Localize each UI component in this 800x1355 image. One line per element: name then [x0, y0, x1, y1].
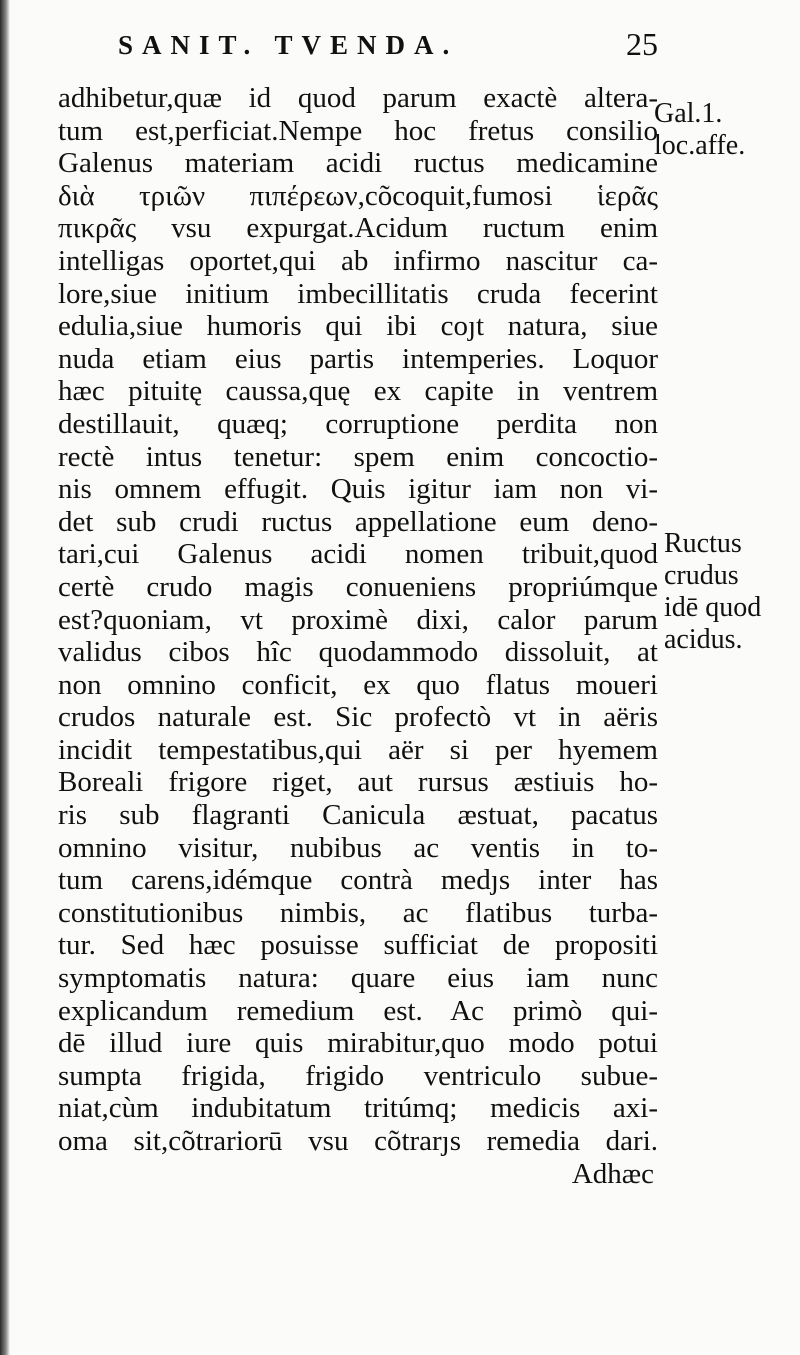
text-line: explicandum remedium est. Ac primò qui-	[58, 994, 658, 1027]
text-line: lore,siue initium imbecillitatis cruda fecerint	[58, 277, 658, 310]
text-line: omnino visitur, nubibus ac ventis in to-	[58, 831, 658, 864]
text-line: tur. Sed hæc posuisse sufficiat de propositi	[58, 929, 658, 962]
margin-note-line: Ructus	[664, 528, 742, 559]
text-line: dē illud iure quis mirabitur,quo modo potui	[58, 1027, 658, 1060]
page-number: 25	[626, 26, 658, 62]
text-line: tum est,perficiat.Nempe hoc fretus consilio	[58, 114, 658, 147]
text-line: hæc pituitę caussa,quę ex capite in ventrem	[58, 375, 658, 408]
margin-note-ructus	[664, 528, 761, 656]
text-line: πικρᾶς vsu expurgat.Acidum ructum enim	[58, 212, 658, 245]
text-line: validus cibos hîc quodammodo dissoluit, at	[58, 636, 658, 669]
main-text-block	[58, 82, 658, 1190]
page-header	[118, 26, 658, 66]
text-line: constitutionibus nimbis, ac flatibus turba-	[58, 896, 658, 929]
text-line: adhibetur,quæ id quod parum exactè altera-	[58, 82, 658, 114]
text-line: nuda etiam eius partis intemperies. Loquor	[58, 342, 658, 375]
text-line: Galenus materiam acidi ructus medicamine	[58, 147, 658, 180]
text-line: ris sub flagranti Canicula æstuat, pacatus	[58, 799, 658, 832]
text-line: rectè intus tenetur: spem enim concoctio-	[58, 440, 658, 473]
text-line: sumpta frigida, frigido ventriculo subue-	[58, 1059, 658, 1092]
text-line: nis omnem effugit. Quis igitur iam non vi-	[58, 473, 658, 506]
margin-note-line: loc.affe.	[654, 130, 746, 161]
text-line: crudos naturale est. Sic profectò vt in aëris	[58, 701, 658, 734]
margin-note-line: acidus.	[664, 624, 743, 655]
text-line: niat,cùm indubitatum tritúmq; medicis axi-	[58, 1092, 658, 1125]
text-line: Boreali frigore riget, aut rursus æstiuis ho-	[58, 766, 658, 799]
catchword: Adhæc	[571, 1157, 654, 1190]
text-line: edulia,siue humoris qui ibi coȷt natura, siue	[58, 310, 658, 343]
text-line: det sub crudi ructus appellatione eum deno-	[58, 505, 658, 538]
text-line: non omnino conficit, ex quo flatus moueri	[58, 668, 658, 701]
text-line: tum carens,idémque contrà medȷs inter has	[58, 864, 658, 897]
margin-note-galen-reference	[654, 98, 745, 162]
text-line: oma sit,cõtrariorū vsu cõtrarȷs remedia dari.	[58, 1125, 658, 1157]
page-gutter-shadow	[0, 0, 10, 1355]
text-line: tari,cui Galenus acidi nomen tribuit,quod	[58, 538, 658, 571]
text-line: incidit tempestatibus,qui aër si per hyemem	[58, 733, 658, 766]
text-line: destillauit, quæq; corruptione perdita non	[58, 407, 658, 440]
text-line: est?quoniam, vt proximè dixi, calor parum	[58, 603, 658, 636]
margin-note-line: idē quod	[664, 592, 762, 623]
text-line: symptomatis natura: quare eius iam nunc	[58, 962, 658, 995]
text-line: intelligas oportet,qui ab infirmo nascitur ca-	[58, 244, 658, 277]
margin-note-line: crudus	[664, 560, 739, 591]
text-line-greek: διὰ τριῶν πιπέρεων,cõcoquit,fumosi ἱερᾶς	[58, 179, 658, 212]
text-line: certè crudo magis conueniens propriúmque	[58, 570, 658, 603]
margin-note-line: Gal.1.	[654, 98, 723, 129]
running-head: SANIT. TVENDA.	[118, 30, 459, 60]
